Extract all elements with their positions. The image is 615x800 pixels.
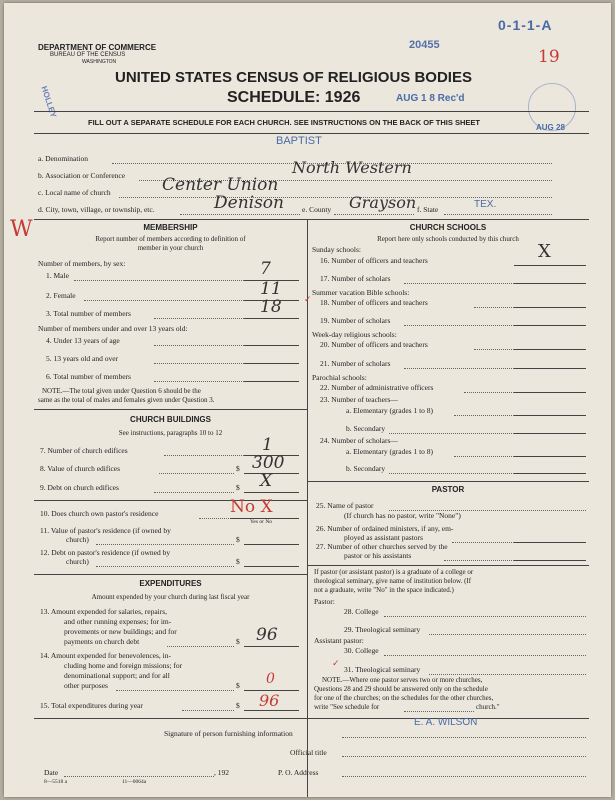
sunday-label: Sunday schools:: [312, 245, 361, 254]
state-label: f. State: [417, 205, 439, 214]
q4-label: 4. Under 13 years of age: [46, 336, 120, 345]
q10-label: 10. Does church own pastor's residence: [40, 509, 159, 518]
q7-value: 1: [262, 435, 273, 455]
instruction-line: FILL OUT A SEPARATE SCHEDULE FOR EACH CHURCH. SEE INSTRUCTIONS ON THE BACK OF THIS SHEET: [88, 118, 480, 127]
q14-label-d: other purposes: [64, 681, 108, 690]
dept-label: DEPARTMENT OF COMMERCE: [38, 43, 157, 52]
page-number: 19: [538, 47, 560, 67]
pastor-note-2: Questions 28 and 29 should be answered only on the schedule: [314, 685, 488, 693]
church-name-label: c. Local name of church: [38, 188, 111, 197]
q19-field[interactable]: [514, 325, 586, 326]
q24a-label: a. Elementary (grades 1 to 8): [346, 447, 434, 456]
q15-dollar: $: [236, 701, 240, 710]
schools-sub: Report here only schools conducted by this church: [377, 235, 519, 243]
city-label: d. City, town, village, or township, etc.: [38, 205, 155, 214]
denomination-stamp: BAPTIST: [276, 135, 322, 147]
membership-intro-2: member in your church: [137, 244, 204, 252]
q13-label-d: payments on church debt: [64, 637, 140, 646]
q26-label-a: 26. Number of ordained ministers, if any, em-: [316, 524, 454, 533]
q30-label: 30. College: [344, 646, 379, 655]
q22-label: 22. Number of administrative officers: [320, 383, 434, 392]
census-schedule-page: [4, 3, 611, 797]
q17-label: 17. Number of scholars: [320, 274, 391, 283]
q2-label: 2. Female: [46, 291, 76, 300]
signature-label: Signature of person furnishing information: [164, 729, 293, 738]
check-mark-icon-2: ✓: [332, 658, 340, 668]
date-label: Date: [44, 768, 59, 777]
q11-label-b: church): [66, 535, 89, 544]
schools-title: CHURCH SCHOOLS: [409, 223, 487, 232]
q1-label: 1. Male: [46, 271, 69, 280]
po-address-label: P. O. Address: [278, 768, 319, 777]
q9-value: X: [260, 471, 273, 491]
pastor-note-4: write "See schedule for: [314, 703, 380, 711]
q18-field[interactable]: [514, 307, 586, 308]
assistant-sub-label: Assistant pastor:: [314, 636, 364, 645]
q11-dollar: $: [236, 535, 240, 544]
q25-label: 25. Name of pastor: [316, 501, 374, 510]
association-value: North Western: [292, 158, 412, 177]
q8-label: 8. Value of church edifices: [40, 464, 121, 473]
q28-field[interactable]: [384, 616, 586, 617]
q1-value: 7: [260, 259, 271, 279]
q13-label-a: 13. Amount expended for salaries, repairs,: [40, 607, 168, 616]
city-value: Denison: [214, 193, 284, 213]
q5-field[interactable]: [244, 363, 299, 364]
q14-label-b: cluding home and foreign missions; for: [64, 661, 183, 670]
q24-label: 24. Number of scholars—: [320, 436, 398, 445]
q11-field[interactable]: [244, 544, 299, 545]
q15-value: 96: [259, 691, 280, 710]
q21-label: 21. Number of scholars: [320, 359, 391, 368]
date-field[interactable]: [64, 776, 214, 777]
grad-line-3: not a graduate, write "No" in the space indicated.): [314, 586, 454, 594]
church-name-field[interactable]: [119, 197, 552, 198]
q3-field[interactable]: [244, 318, 299, 319]
q9-dollar: $: [236, 483, 240, 492]
state-field[interactable]: [444, 214, 552, 215]
q23-label: 23. Number of teachers—: [320, 395, 398, 404]
expenditures-title: EXPENDITURES: [139, 579, 202, 588]
q23a-label: a. Elementary (grades 1 to 8): [346, 406, 434, 415]
holley-stamp: HOLLEY: [39, 85, 59, 119]
pastor-note-3: for one of the churches; on the schedules for the other churches,: [314, 694, 494, 702]
expenditures-sub: Amount expended by your church during last fiscal year: [91, 593, 250, 601]
q5-label: 5. 13 years old and over: [46, 354, 119, 363]
q31-field[interactable]: [429, 674, 586, 675]
q25-note: (If church has no pastor, write "None"): [344, 511, 461, 520]
q26-label-b: ployed as assistant pastors: [344, 533, 423, 542]
q14-dollar: $: [236, 681, 240, 690]
q26-field[interactable]: [514, 542, 586, 543]
q21-field[interactable]: [514, 368, 586, 369]
q22-field[interactable]: [514, 392, 586, 393]
q20-label: 20. Number of officers and teachers: [320, 340, 428, 349]
grad-line-1: If pastor (or assistant pastor) is a graduate of a college or: [314, 568, 474, 576]
q13-field[interactable]: [244, 646, 299, 647]
q29-label: 29. Theological seminary: [344, 625, 421, 634]
received-stamp-2: AUG 28: [536, 123, 565, 132]
q27-label-a: 27. Number of other churches served by the: [316, 542, 448, 551]
state-value: TEX.: [474, 199, 497, 210]
q13-value: 96: [256, 625, 278, 645]
form-number-2: 11—0064a: [122, 779, 147, 785]
q9-label: 9. Debt on church edifices: [40, 483, 119, 492]
grad-line-2: theological seminary, give name of institution below. (If: [314, 577, 472, 585]
q31-label: 31. Theological seminary: [344, 665, 421, 674]
buildings-sub: See instructions, paragraphs 10 to 12: [118, 429, 223, 437]
q2-value: 11: [260, 279, 282, 299]
pastor-sub-label: Pastor:: [314, 597, 335, 606]
church-name-value: Center Union: [162, 175, 279, 195]
q4-field[interactable]: [244, 345, 299, 346]
weekday-label: Week-day religious schools:: [312, 330, 397, 339]
q14-value: 0: [266, 671, 275, 687]
q16-value: X: [538, 241, 551, 262]
received-stamp: AUG 1 8 Rec'd: [396, 93, 465, 104]
q12-label-a: 12. Debt on pastor's residence (if owned by: [40, 548, 171, 557]
summer-label: Summer vacation Bible schools:: [312, 288, 410, 297]
q24b-field[interactable]: [514, 473, 586, 474]
q10-value: No X: [230, 497, 273, 517]
membership-title: MEMBERSHIP: [143, 223, 198, 232]
city-label: WASHINGTON: [82, 59, 117, 65]
denomination-label: a. Denomination: [38, 154, 88, 163]
serial-stamp: 20455: [409, 39, 440, 51]
official-title-label: Official title: [290, 748, 327, 757]
year-label: , 192: [214, 768, 229, 777]
by-sex-label: Number of members, by sex:: [38, 259, 126, 268]
q28-label: 28. College: [344, 607, 379, 616]
q9-field[interactable]: [244, 492, 299, 493]
q16-label: 16. Number of officers and teachers: [320, 256, 428, 265]
q7-label: 7. Number of church edifices: [40, 446, 128, 455]
bureau-label: BUREAU OF THE CENSUS: [50, 52, 126, 58]
q16-field[interactable]: [514, 265, 586, 266]
parochial-label: Parochial schools:: [312, 373, 367, 382]
q17-field[interactable]: [514, 283, 586, 284]
q27-label-b: pastor or his assistants: [344, 551, 412, 560]
q11-label-a: 11. Value of pastor's residence (if owned by: [40, 526, 171, 535]
q29-field[interactable]: [429, 634, 586, 635]
q12-field[interactable]: [244, 566, 299, 567]
membership-intro-1: Report number of members according to definition of: [95, 235, 246, 243]
q6-field[interactable]: [244, 381, 299, 382]
association-label: b. Association or Conference: [38, 171, 126, 180]
form-title: UNITED STATES CENSUS OF RELIGIOUS BODIES: [115, 69, 472, 86]
county-field[interactable]: [334, 214, 414, 215]
q12-dollar: $: [236, 557, 240, 566]
q23a-field[interactable]: [514, 415, 586, 416]
q13-dollar: $: [236, 637, 240, 646]
signature-field[interactable]: [342, 737, 586, 738]
q30-field[interactable]: [384, 655, 586, 656]
q23b-label: b. Secondary: [346, 424, 386, 433]
q6-label: 6. Total number of members: [46, 372, 131, 381]
check-mark-icon: ✓: [304, 294, 312, 304]
q8-dollar: $: [236, 464, 240, 473]
schedule-title: SCHEDULE: 1926: [227, 89, 361, 106]
q19-label: 19. Number of scholars: [320, 316, 391, 325]
county-value: Grayson: [349, 193, 417, 212]
margin-mark: W: [10, 217, 33, 242]
form-number: 8—5518 a: [44, 779, 68, 785]
q13-label-c: provements or new buildings; and for: [64, 627, 177, 636]
q18-label: 18. Number of officers and teachers: [320, 298, 428, 307]
q23b-field[interactable]: [514, 433, 586, 434]
po-address-field[interactable]: [342, 776, 586, 777]
county-label: e. County: [302, 205, 332, 214]
q14-label-c: denominational support; and for all: [64, 671, 170, 680]
buildings-title: CHURCH BUILDINGS: [130, 415, 211, 424]
q24b-label: b. Secondary: [346, 464, 386, 473]
age-line: Number of members under and over 13 years old:: [38, 324, 188, 333]
q13-label-b: and other running expenses; for im-: [64, 617, 172, 626]
membership-note-1: NOTE.—The total given under Question 6 should be the: [42, 387, 201, 395]
q3-label: 3. Total number of members: [46, 309, 131, 318]
q15-label: 15. Total expenditures during year: [40, 701, 143, 710]
q20-field[interactable]: [514, 349, 586, 350]
q10-hint: Yes or No: [250, 519, 273, 525]
pastor-title: PASTOR: [431, 485, 465, 494]
city-field[interactable]: [180, 214, 300, 215]
pastor-note-1: NOTE.—Where one pastor serves two or more churches,: [322, 676, 483, 684]
official-title-field[interactable]: [342, 756, 586, 757]
q12-label-b: church): [66, 557, 89, 566]
q27-field[interactable]: [514, 560, 586, 561]
q14-label-a: 14. Amount expended for benevolences, in-: [40, 651, 172, 660]
code-stamp: 0-1-1-A: [498, 17, 553, 33]
q8-value: 300: [252, 453, 285, 473]
q15-field[interactable]: [244, 710, 299, 711]
q24a-field[interactable]: [514, 456, 586, 457]
signer-stamp: E. A. WILSON: [414, 717, 478, 728]
membership-note-2: same as the total of males and females given under Question 3.: [38, 396, 215, 404]
pastor-note-5: church.": [476, 703, 500, 711]
q3-value: 18: [260, 297, 282, 317]
